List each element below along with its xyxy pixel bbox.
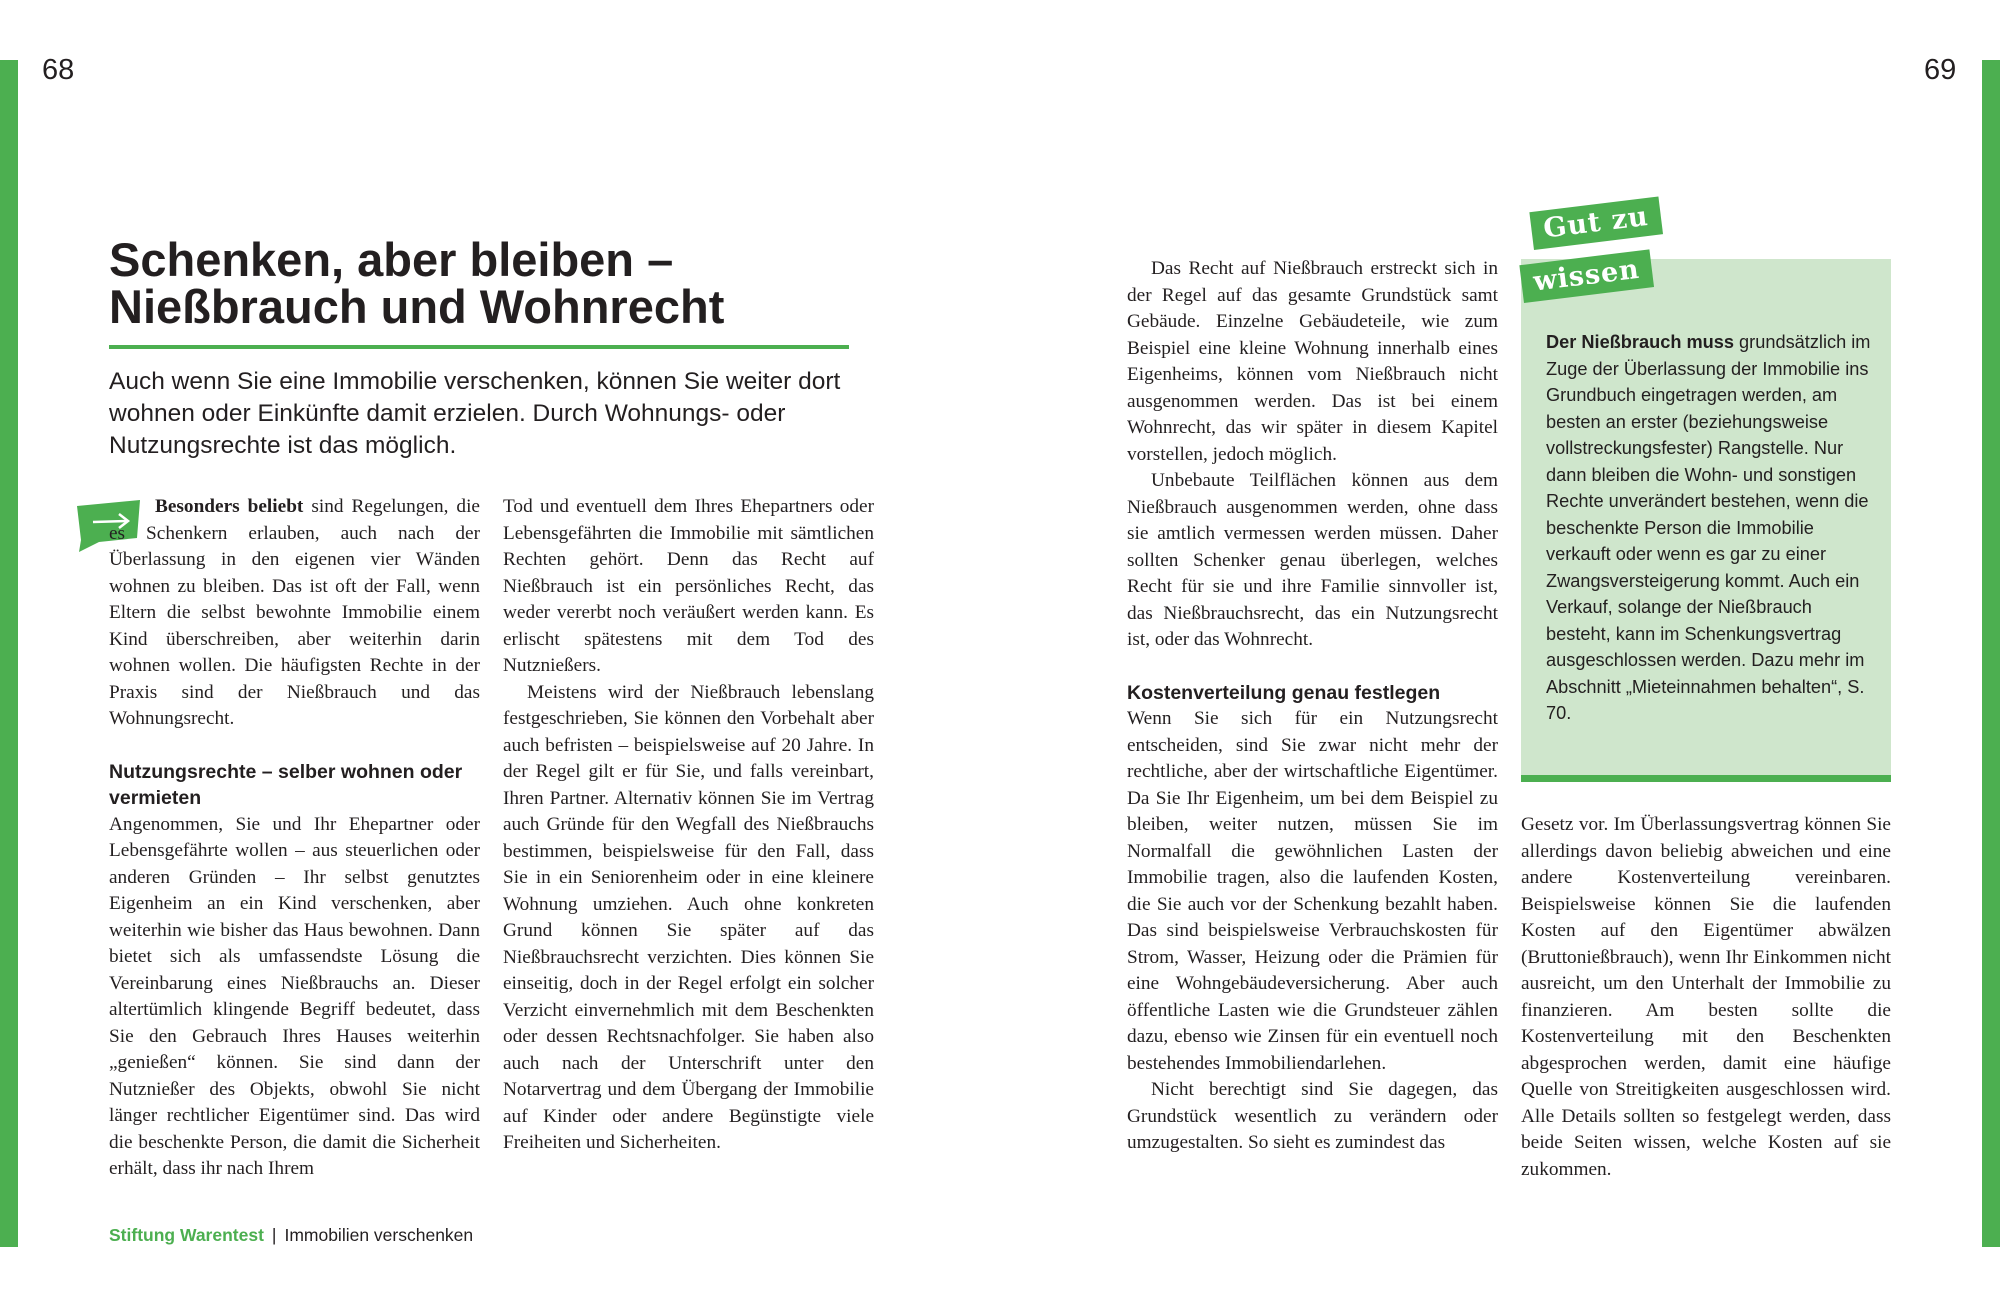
text-column-3 xyxy=(1127,256,1498,1157)
body-paragraph: Das Recht auf Nießbrauch erstreckt sich in der Regel auf das gesamte Grundstück samt Gebäude. Einzelne Gebäudeteile, wie zum Beispiel eine kleine Wohnung innerhalb eines Eigenheims, können vom Nießbrauch nicht ausgenommen werden. Das ist bei einem Wohnrecht, das wir später in diesem Kapitel vorstellen, jedoch möglich. xyxy=(1127,258,1498,465)
right-page-edge-bar xyxy=(1982,60,2000,1247)
intro-rest: sind Regelungen, die es Schenkern erlauben, auch nach der Überlassung in den eigenen vier Wänden wohnen zu bleiben. Das ist oft der Fall, wenn Eltern die selbst bewohnte Immobilie einem Kind überschreiben, aber weiterhin darin wohnen wollen. Die häufigsten Rechte in der Praxis sind der Nießbrauch und das Wohnungsrecht. xyxy=(109,496,480,729)
body-paragraph: Tod und eventuell dem Ihres Ehepartners oder Lebensgefährten die Immobilie mit sämtlichen Rechten gehört. Denn das Recht auf Nießbrauch ist ein persönliches Recht, das weder vererbt noch veräußert werden kann. Es erlischt spätestens mit dem Tod des Nutznießers. xyxy=(503,496,874,676)
info-box-body: grundsätzlich im Zuge der Überlassung der Immobilie ins Grundbuch eingetragen werden, am besten an erster (beziehungsweise vollstreckungsfester) Rangstelle. Nur dann bleiben die Wohn- und sonstigen Rechte unverändert bestehen, wenn die beschenkte Person die Immobilie verkauft oder wenn es gar zu einer Zwangsversteigerung kommt. Auch ein Verkauf, solange der Nießbrauch besteht, kann im Schenkungsvertrag ausgeschlossen werden. Dazu mehr im Abschnitt „Mieteinnahmen behalten“, S. 70. xyxy=(1546,332,1871,723)
lead-paragraph: Auch wenn Sie eine Immobilie verschenken, können Sie weiter dort wohnen oder Einkünfte damit erzielen. Durch Wohnungs- oder Nutzungsrechte ist das möglich. xyxy=(109,368,841,459)
title-line-1: Schenken, aber bleiben – xyxy=(109,233,674,286)
info-box-gut-zu-wissen xyxy=(1521,259,1891,782)
chapter-title xyxy=(109,233,869,333)
body-paragraph: Nicht berechtigt sind Sie dagegen, das Grundstück wesentlich zu verändern oder umzugestalten. So sieht es zumindest das xyxy=(1127,1079,1498,1153)
page-number-left: 68 xyxy=(42,54,75,86)
body-paragraph: Meistens wird der Nießbrauch lebenslang festgeschrieben, Sie können den Vorbehalt aber auch befristen – beispielsweise auf 20 Jahre. In der Regel gilt er für Sie, und falls vereinbart, Ihren Partner. Alternativ können Sie im Vertrag auch Gründe für den Wegfall des Nießbrauchs bestimmen, beispielsweise für den Fall, dass Sie in ein Seniorenheim oder in eine kleinere Wohnung umziehen. Auch ohne konkreten Grund können Sie später auf das Nießbrauchsrecht verzichten. Dies können Sie einseitig, doch in der Regel erfolgt ein solcher Verzicht einvernehmlich mit dem Beschenkten oder dessen Rechtsnachfolger. Sie haben also auch nach der Unterschrift unter den Notarvertrag und dem Übergang der Immobilie auf Kinder oder andere Begünstigte viele Freiheiten und Sicherheiten. xyxy=(503,681,874,1153)
section-heading-kostenverteilung: Kostenverteilung genau festlegen xyxy=(1127,681,1441,704)
footer-separator: | xyxy=(271,1225,277,1245)
text-column-4 xyxy=(1521,812,1891,1183)
page-footer xyxy=(109,1225,473,1246)
left-page-edge-bar xyxy=(0,60,18,1247)
body-paragraph: Unbebaute Teilflächen können aus dem Nießbrauch ausgenommen werden, ohne dass sie amtlich vermessen werden müssen. Daher sollten Schenker genau überlegen, welches Recht für sie und ihre Familie sinnvoller ist, das Nießbrauchsrecht, das ein Nutzungsrecht ist, oder das Wohnrecht. xyxy=(1127,470,1498,650)
info-box-bold: Der Nießbrauch muss xyxy=(1546,332,1734,352)
text-column-1 xyxy=(109,494,480,1183)
body-paragraph: Angenommen, Sie und Ihr Ehepartner oder Lebensgefährte wollen – aus steuerlichen oder anderen Gründen – Ihr selbst genutztes Eigenheim an ein Kind verschenken, aber weiterhin wie bisher das Haus bewohnen. Dann bietet sich als umfassendste Lösung die Vereinbarung eines Nießbrauchs an. Dieser altertümlich klingende Begriff bedeutet, dass Sie den Gebrauch Ihres Hauses weiterhin „genießen“ können. Sie sind dann der Nutznießer des Objekts, obwohl Sie nicht länger rechtlicher Eigentümer sind. Das wird die beschenkte Person, die damit die Sicherheit erhält, dass ihr nach Ihrem xyxy=(109,813,480,1179)
footer-book-title: Immobilien verschenken xyxy=(284,1225,474,1245)
intro-bold: Besonders beliebt xyxy=(155,496,304,517)
body-paragraph: Gesetz vor. Im Überlassungsvertrag können Sie allerdings davon beliebig abweichen und eine andere Kostenverteilung vereinbaren. Beispielsweise können Sie die laufenden Kosten auf den Eigentümer abwälzen (Bruttonießbrauch), wenn Ihr Einkommen nicht ausreicht, um den Unterhalt der Immobilie zu finanzieren. Am besten sollte die Kostenverteilung mit den Beschenkten abgesprochen werden, damit eine häufige Quelle von Streitigkeiten ausgeschlossen wird. Alle Details sollten so festgelegt werden, dass beide Seiten wissen, welche Kosten auf sie zukommen. xyxy=(1521,814,1891,1180)
body-paragraph: Wenn Sie sich für ein Nutzungsrecht entscheiden, sind Sie zwar nicht mehr der rechtliche, aber der wirtschaftliche Eigentümer. Da Sie Ihr Eigenheim, um bei dem Beispiel zu bleiben, weiter nutzen, müssen Sie im Normalfall die gewöhnlichen Lasten der Immobilie tragen, also die laufenden Kosten, die Sie auch vor der Schenkung bezahlt haben. Das sind beispielsweise Verbrauchskosten für Strom, Wasser, Heizung oder die Prämien für eine Wohngebäudeversicherung. Aber auch öffentliche Lasten wie die Grundsteuer zählen dazu, ebenso wie Zinsen für ein eventuell noch bestehendes Immobiliendarlehen. xyxy=(1127,708,1498,1074)
title-underline xyxy=(109,345,849,349)
info-tag-line-2: wissen xyxy=(1519,249,1653,303)
info-box-text xyxy=(1546,329,1876,727)
section-heading-nutzungsrechte: Nutzungsrechte – selber wohnen oder vermieten xyxy=(109,760,463,809)
intro-paragraph xyxy=(109,494,480,733)
title-line-2: Nießbrauch und Wohnrecht xyxy=(109,280,725,333)
text-column-2 xyxy=(503,494,874,1157)
page-number-right: 69 xyxy=(1924,54,1957,86)
footer-brand: Stiftung Warentest xyxy=(109,1225,264,1245)
info-tag-line-1: Gut zu xyxy=(1529,196,1662,250)
